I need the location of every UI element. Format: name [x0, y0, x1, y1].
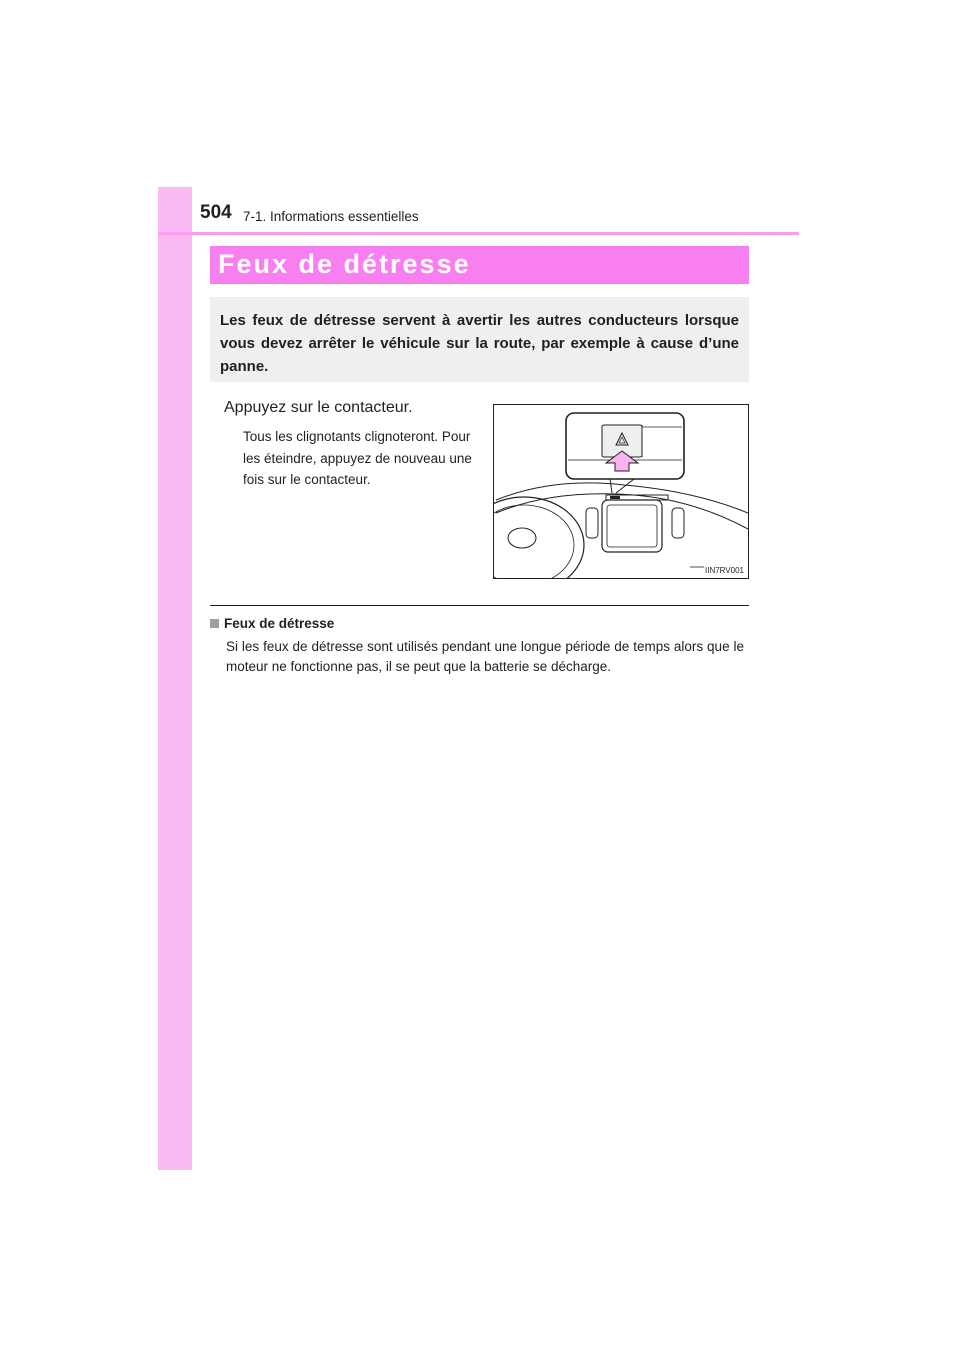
page-number: 504	[200, 202, 232, 223]
page-title: Feux de détresse	[218, 249, 471, 279]
intro-box	[210, 297, 749, 382]
dashboard-illustration	[493, 404, 749, 579]
intro-text: Les feux de détresse servent à avertir les autres conducteurs lorsque vous devez arrêter le véhicule sur la route, par exemple à cause d’une panne.	[220, 312, 739, 375]
instruction-step: Appuyez sur le contacteur.	[224, 399, 413, 416]
header-rule	[158, 232, 799, 235]
note-heading-text: Feux de détresse	[224, 616, 335, 631]
section-label: 7-1. Informations essentielles	[243, 209, 419, 224]
instruction-note: Tous les clignotants clignoteront. Pour les éteindre, appuyez de nouveau une fois sur le contacteur.	[243, 429, 472, 487]
page-side-tab	[158, 187, 192, 1170]
note-heading	[210, 616, 334, 631]
square-bullet-icon	[210, 619, 219, 628]
title-bar	[210, 246, 749, 284]
figure-code: IIN7RV001	[705, 566, 744, 575]
note-body: Si les feux de détresse sont utilisés pendant une longue période de temps alors que le moteur ne fonctionne pas, il se peut que la batterie se décharge.	[226, 639, 744, 674]
dashboard-drawing	[494, 405, 749, 579]
section-divider	[210, 605, 749, 606]
